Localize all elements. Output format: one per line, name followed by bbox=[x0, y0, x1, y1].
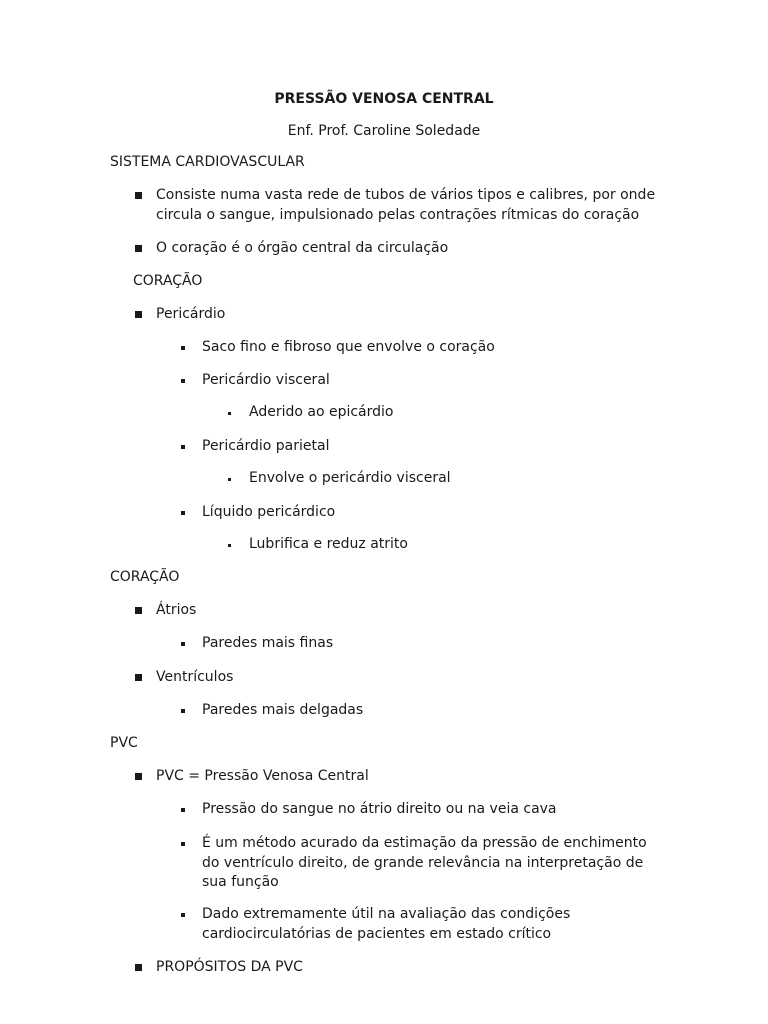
tiny-square-bullet-icon bbox=[228, 478, 231, 481]
list-subitem: Paredes mais finas bbox=[202, 635, 334, 651]
list-subitem: Pericárdio parietal bbox=[202, 438, 330, 454]
square-bullet-icon bbox=[135, 311, 142, 318]
small-square-bullet-icon bbox=[181, 642, 185, 646]
small-square-bullet-icon bbox=[181, 346, 185, 350]
square-bullet-icon bbox=[135, 964, 142, 971]
document-title: PRESSÃO VENOSA CENTRAL bbox=[274, 91, 494, 107]
list-item-line: circula o sangue, impulsionado pelas contrações rítmicas do coração bbox=[156, 206, 640, 223]
list-subsubitem: Aderido ao epicárdio bbox=[249, 404, 394, 420]
list-subitem: Pericárdio visceral bbox=[202, 372, 330, 388]
small-square-bullet-icon bbox=[181, 808, 185, 812]
list-subitem: Saco fino e fibroso que envolve o coração bbox=[202, 339, 495, 355]
small-square-bullet-icon bbox=[181, 913, 185, 917]
list-item: PROPÓSITOS DA PVC bbox=[156, 959, 303, 975]
list-item: Átrios bbox=[156, 602, 197, 618]
list-subitem bbox=[202, 834, 647, 893]
document-author: Enf. Prof. Caroline Soledade bbox=[287, 123, 481, 139]
list-item: O coração é o órgão central da circulação bbox=[156, 240, 449, 256]
square-bullet-icon bbox=[135, 245, 142, 252]
section-heading-sistema: SISTEMA CARDIOVASCULAR bbox=[110, 154, 305, 170]
list-subitem: Líquido pericárdico bbox=[202, 504, 336, 520]
list-item: PVC = Pressão Venosa Central bbox=[156, 768, 369, 784]
list-subitem-line: do ventrículo direito, de grande relevância na interpretação de bbox=[202, 854, 644, 871]
square-bullet-icon bbox=[135, 607, 142, 614]
tiny-square-bullet-icon bbox=[228, 544, 231, 547]
small-square-bullet-icon bbox=[181, 379, 185, 383]
square-bullet-icon bbox=[135, 773, 142, 780]
list-subitem-line: sua função bbox=[202, 874, 279, 890]
list-subitem-line: É um método acurado da estimação da pressão de enchimento bbox=[202, 835, 647, 851]
small-square-bullet-icon bbox=[181, 842, 185, 846]
tiny-square-bullet-icon bbox=[228, 412, 231, 415]
section-heading-coracao-2: CORAÇÃO bbox=[110, 569, 180, 585]
list-item bbox=[156, 186, 655, 225]
list-subitem-line: Dado extremamente útil na avaliação das condições bbox=[202, 906, 571, 922]
list-subitem-line: cardiocirculatórias de pacientes em estado crítico bbox=[202, 925, 552, 942]
square-bullet-icon bbox=[135, 192, 142, 199]
list-item: Ventrículos bbox=[156, 669, 234, 685]
list-subitem: Pressão do sangue no átrio direito ou na veia cava bbox=[202, 801, 557, 817]
small-square-bullet-icon bbox=[181, 709, 185, 713]
list-subitem: Paredes mais delgadas bbox=[202, 702, 364, 718]
square-bullet-icon bbox=[135, 674, 142, 681]
section-heading-pvc: PVC bbox=[110, 735, 138, 751]
list-subsubitem: Envolve o pericárdio visceral bbox=[249, 470, 451, 486]
small-square-bullet-icon bbox=[181, 511, 185, 515]
list-item: Pericárdio bbox=[156, 306, 226, 322]
list-subsubitem: Lubrifica e reduz atrito bbox=[249, 536, 408, 552]
list-item-line: Consiste numa vasta rede de tubos de vários tipos e calibres, por onde bbox=[156, 187, 656, 203]
list-subitem bbox=[202, 905, 570, 944]
small-square-bullet-icon bbox=[181, 445, 185, 449]
section-heading-coracao: CORAÇÃO bbox=[133, 273, 203, 289]
